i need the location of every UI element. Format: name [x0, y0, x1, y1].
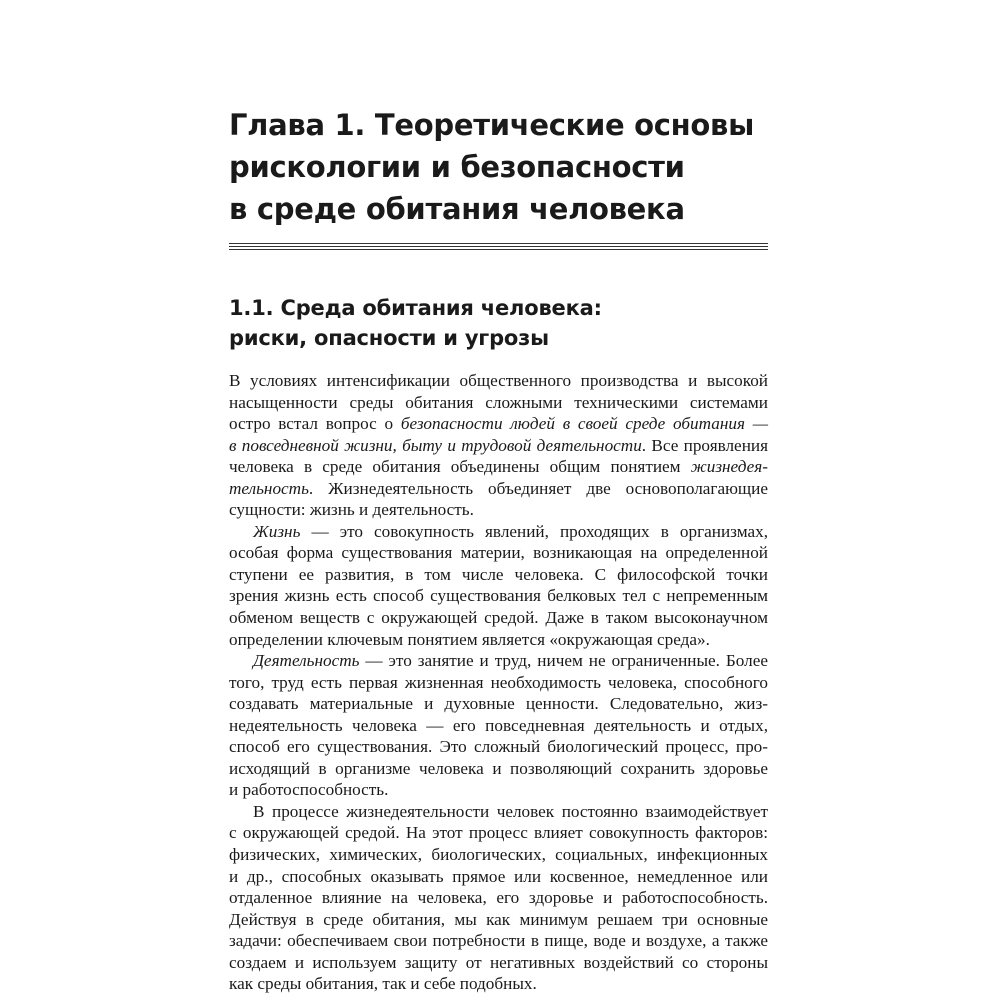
text-line	[229, 779, 768, 801]
text-line	[229, 866, 768, 888]
text-line	[229, 435, 768, 457]
text-run: сущности: жизнь и деятельность.	[229, 500, 474, 520]
text-run: остро встал вопрос о	[229, 414, 401, 434]
text-run: . Жизнедеятельность объединяет две основополагающие	[308, 478, 768, 498]
text-run: недеятельность человека — его повседневная деятельность и отдых,	[229, 715, 768, 735]
paragraph	[229, 801, 768, 995]
text-run: создавать материальные и духовные ценности. Следовательно, жиз-	[229, 694, 768, 714]
section-title-line: риски, опасности и угрозы	[229, 326, 549, 350]
text-line	[229, 542, 768, 564]
chapter-title-rule	[229, 243, 768, 250]
text-run: ступени ее развития, в том числе человека. С философской точки	[229, 564, 768, 584]
text-run: — это совокупность явлений, проходящих в организмах,	[300, 521, 768, 541]
chapter-title-line: рискологии и безопасности	[229, 150, 685, 184]
text-line	[229, 607, 768, 629]
text-line	[229, 629, 768, 651]
italic-term: Жизнь	[253, 521, 301, 541]
text-run: способ его существования. Это сложный биологический процесс, про-	[229, 737, 768, 757]
text-line	[229, 801, 768, 823]
text-line	[229, 521, 768, 543]
text-run: определении ключевым понятием является «окружающая среда».	[229, 629, 710, 649]
text-run: отдаленное влияние на человека, его здоровье и работоспособность.	[229, 888, 768, 908]
text-run: человека в среде обитания объединены общим понятием	[229, 457, 691, 477]
rule-line	[229, 246, 768, 247]
text-line	[229, 844, 768, 866]
text-run: как среды обитания, так и себе подобных.	[229, 974, 537, 994]
text-line	[229, 413, 768, 435]
rule-line	[229, 243, 768, 244]
text-line	[229, 909, 768, 931]
section-title-line: 1.1. Среда обитания человека:	[229, 296, 602, 320]
italic-term: в повседневной жизни, быту и трудовой деятельности	[229, 435, 642, 455]
italic-term: жизнедея-	[690, 457, 768, 477]
text-run: и др., способных оказывать прямое или косвенное, немедленное или	[229, 866, 768, 886]
book-page	[229, 104, 768, 995]
chapter-title-line: Глава 1. Теоретические основы	[229, 108, 755, 142]
text-run: . Все проявления	[641, 435, 768, 455]
text-run: Действуя в среде обитания, мы как минимум решаем три основные	[229, 909, 768, 929]
text-line	[229, 758, 768, 780]
text-line	[229, 822, 768, 844]
text-line	[229, 564, 768, 586]
text-line	[229, 585, 768, 607]
text-line	[229, 887, 768, 909]
text-run: зрения жизнь есть способ существования белковых тел с непременным	[229, 586, 768, 606]
text-line	[229, 930, 768, 952]
rule-line	[229, 249, 768, 250]
text-run: обменом веществ с окружающей средой. Даже в таком высоконаучном	[229, 608, 768, 628]
text-run: В процессе жизнедеятельности человек постоянно взаимодействует	[253, 801, 768, 821]
text-line	[229, 693, 768, 715]
text-line	[229, 952, 768, 974]
text-line	[229, 973, 768, 995]
text-line	[229, 715, 768, 737]
text-run: создаем и используем защиту от негативных воздействий со стороны	[229, 952, 768, 972]
text-run: особая форма существования материи, возникающая на определенной	[229, 543, 768, 563]
text-run: В условиях интенсификации общественного производства и высокой	[229, 371, 768, 390]
chapter-title-line: в среде обитания человека	[229, 192, 685, 226]
text-line	[229, 456, 768, 478]
section-title	[229, 293, 768, 353]
text-run: физических, химических, биологических, социальных, инфекционных	[229, 845, 768, 865]
text-line	[229, 499, 768, 521]
text-line	[229, 370, 768, 392]
paragraph	[229, 370, 768, 521]
text-line	[229, 478, 768, 500]
text-line	[229, 736, 768, 758]
text-run: задачи: обеспечиваем свои потребности в пище, воде и воздухе, а также	[229, 931, 768, 951]
text-run: насыщенности среды обитания сложными техническими системами	[229, 392, 768, 412]
paragraph	[229, 521, 768, 650]
body-text	[229, 370, 768, 995]
italic-term: безопасности людей в своей среде обитания —	[400, 414, 768, 434]
text-line	[229, 672, 768, 694]
text-run: и работоспособность.	[229, 780, 389, 800]
text-run: того, труд есть первая жизненная необходимость человека, способного	[229, 672, 768, 692]
text-run: — это занятие и труд, ничем не ограниченные. Более	[359, 651, 768, 671]
text-run: исходящий в организме человека и позволяющий сохранить здоровье	[229, 758, 768, 778]
chapter-title	[229, 104, 768, 230]
italic-term: Деятельность	[253, 651, 360, 671]
paragraph	[229, 650, 768, 801]
text-line	[229, 650, 768, 672]
text-line	[229, 392, 768, 414]
italic-term: тельность	[229, 478, 309, 498]
text-run: с окружающей средой. На этот процесс влияет совокупность факторов:	[229, 823, 768, 843]
